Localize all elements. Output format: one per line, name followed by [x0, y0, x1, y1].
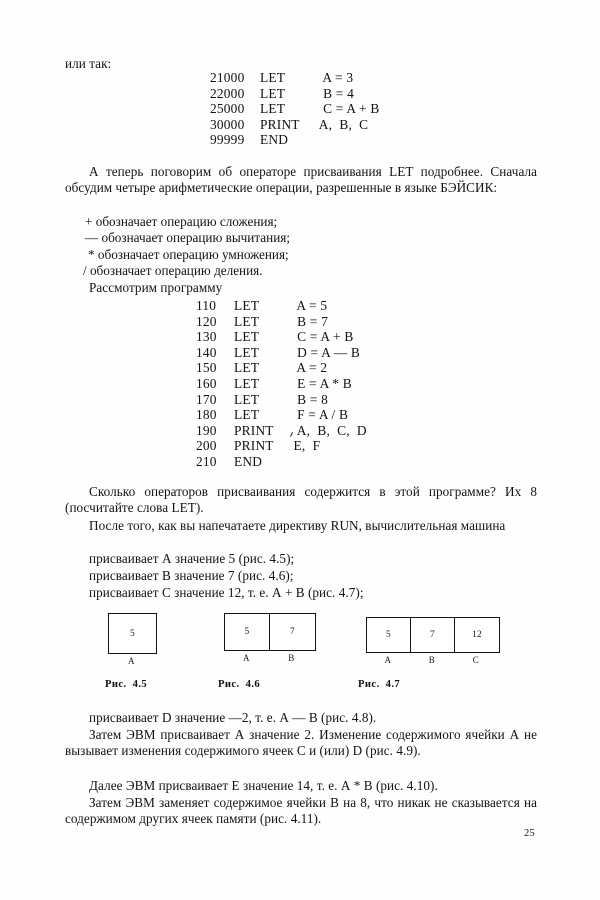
- code-expression: F = A / B: [290, 407, 349, 423]
- code-keyword: LET: [234, 407, 260, 423]
- program-listing-main: [196, 298, 367, 470]
- arithmetic-operator-line: * обозначает операцию умножения;: [88, 246, 289, 262]
- assign-d-block: [65, 710, 537, 726]
- code-line: [196, 376, 367, 392]
- memory-cell-label-row: [224, 653, 316, 663]
- code-keyword: LET: [234, 391, 260, 407]
- code-expression: E, F: [290, 438, 321, 454]
- code-line: [210, 86, 379, 102]
- code-keyword: LET: [234, 329, 260, 345]
- memory-cell-label: A: [243, 653, 250, 663]
- code-line-number: 180: [196, 407, 217, 423]
- assign-c-line: присваивает С значение 12, т. е. А + В (рис. 4.7);: [89, 585, 364, 600]
- code-keyword: PRINT: [260, 116, 300, 132]
- code-keyword: PRINT: [234, 438, 274, 454]
- program-listing-top: [210, 70, 379, 148]
- code-line: [210, 101, 379, 117]
- code-line-number: 110: [196, 298, 217, 313]
- code-keyword: LET: [260, 70, 286, 85]
- arithmetic-operator-line: / обозначает операцию деления.: [83, 263, 263, 279]
- code-expression: A, B, C, D: [294, 422, 367, 438]
- code-expression: B = 4: [316, 85, 354, 101]
- memory-cell: 7: [411, 618, 455, 652]
- after-run-block: [65, 518, 537, 534]
- assign-c-block: [65, 585, 537, 601]
- memory-figure-4-5: [108, 613, 157, 666]
- code-keyword: END: [234, 453, 263, 469]
- code-line-number: 140: [196, 344, 217, 360]
- intro-paragraph: А теперь поговорим об операторе присваивания LET подробнее. Сначала обсудим четыре арифметические операции, разрешенные в языке БЭЙСИК:: [65, 164, 537, 196]
- code-keyword: LET: [234, 360, 260, 376]
- memory-figure-4-7: [366, 617, 500, 665]
- memory-cell-label-row: [366, 655, 500, 665]
- code-expression: A = 3: [316, 70, 354, 85]
- memory-cell-row: [366, 617, 500, 653]
- then-a2-paragraph: Затем ЭВМ присваивает А значение 2. Изменение содержимого ячейки А не вызывает изменения содержимого ячеек С и (или) D (рис. 4.9).: [65, 727, 537, 759]
- then-b8-block: [65, 795, 537, 828]
- assign-b-line: присваивает В значение 7 (рис. 4.6);: [89, 568, 294, 583]
- memory-cell: 5: [225, 614, 270, 650]
- code-line-number: 25000: [210, 101, 245, 117]
- memory-cell-label: A: [128, 656, 135, 666]
- code-line: [196, 360, 367, 376]
- code-line: [196, 298, 367, 314]
- scan-artifact-mark: [290, 432, 294, 437]
- assign-d-line: присваивает D значение —2, т. е. А — В (рис. 4.8).: [89, 710, 377, 725]
- code-expression: E = A * B: [290, 375, 352, 391]
- code-keyword: LET: [260, 101, 286, 117]
- memory-cell: 7: [290, 627, 295, 637]
- memory-cell-label-row: [108, 656, 157, 666]
- code-line: [196, 423, 367, 439]
- code-keyword: END: [260, 132, 289, 148]
- code-line-number: 30000: [210, 116, 245, 132]
- memory-cell-label: A: [384, 655, 392, 665]
- code-line-number: 170: [196, 391, 217, 407]
- how-many-block: [65, 484, 537, 517]
- code-line: [210, 70, 379, 86]
- code-line-number: 200: [196, 438, 217, 454]
- assign-a-line: присваивает А значение 5 (рис. 4.5);: [89, 551, 295, 566]
- assign-b-block: [65, 568, 537, 584]
- memory-cell-row: [108, 613, 157, 654]
- code-expression: A, B, C: [316, 116, 369, 132]
- code-line-number: 120: [196, 313, 217, 329]
- consider-program-block: [65, 280, 537, 296]
- arithmetic-operator-line: — обозначает операцию вычитания;: [85, 230, 290, 246]
- code-line: [196, 407, 367, 423]
- memory-cell: 12: [472, 630, 482, 640]
- then-b8-paragraph: Затем ЭВМ заменяет содержимое ячейки В на 8, что никак не сказывается на содержимом других ячеек памяти (рис. 4.11).: [65, 795, 537, 827]
- memory-cell-row: [224, 613, 316, 651]
- code-line-number: 22000: [210, 85, 245, 101]
- then-a2-block: [65, 727, 537, 760]
- figure-caption-4-7: Рис. 4.7: [358, 679, 401, 690]
- code-line: [196, 454, 367, 470]
- how-many-paragraph: Сколько операторов присваивания содержится в этой программе? Их 8 (посчитайте слова LET).: [65, 484, 537, 516]
- figure-caption-4-5: Рис. 4.5: [105, 679, 148, 690]
- code-keyword: LET: [234, 313, 260, 329]
- code-keyword: LET: [260, 85, 286, 101]
- lead-in-text: или так:: [65, 56, 112, 71]
- code-line-number: 210: [196, 453, 217, 469]
- code-expression: B = 7: [290, 313, 328, 329]
- memory-cell-label: C: [472, 655, 480, 665]
- code-line: [196, 314, 367, 330]
- arithmetic-operators-list: [65, 214, 537, 280]
- code-keyword: LET: [234, 344, 260, 360]
- code-expression: B = 8: [290, 391, 328, 407]
- code-line-number: 21000: [210, 70, 245, 85]
- code-line: [196, 438, 367, 454]
- then-e-paragraph: Далее ЭВМ присваивает Е значение 14, т. е. А * В (рис. 4.10).: [89, 778, 438, 793]
- code-keyword: LET: [234, 375, 260, 391]
- code-expression: C = A + B: [316, 101, 380, 117]
- code-line-number: 190: [196, 422, 217, 438]
- memory-cell: 5: [130, 628, 135, 639]
- intro-paragraph-block: [65, 164, 537, 197]
- code-expression: D = A — B: [290, 344, 361, 360]
- arithmetic-operator-line: + обозначает операцию сложения;: [85, 214, 278, 229]
- code-keyword: PRINT: [234, 422, 274, 438]
- code-line: [196, 392, 367, 408]
- memory-cell-label: B: [288, 653, 295, 663]
- after-run-paragraph: После того, как вы напечатаете директиву RUN, вычислительная машина: [89, 518, 506, 533]
- memory-cell: 5: [367, 618, 411, 652]
- consider-program-text: Рассмотрим программу: [89, 280, 223, 295]
- code-expression: A = 5: [290, 298, 328, 313]
- code-line: [196, 329, 367, 345]
- code-line-number: 160: [196, 375, 217, 391]
- page-number: 25: [524, 828, 536, 839]
- memory-figure-4-6: [224, 613, 316, 663]
- code-line: [196, 345, 367, 361]
- figure-caption-4-6: Рис. 4.6: [218, 679, 261, 690]
- code-line-number: 130: [196, 329, 217, 345]
- then-e-block: [65, 778, 537, 794]
- assign-a-block: [65, 551, 537, 567]
- memory-cell-label: B: [428, 655, 436, 665]
- code-line: [210, 132, 379, 148]
- code-line-number: 150: [196, 360, 217, 376]
- code-line-number: 99999: [210, 132, 245, 148]
- code-line: [210, 117, 379, 133]
- code-keyword: LET: [234, 298, 260, 313]
- code-expression: C = A + B: [290, 329, 354, 345]
- code-expression: A = 2: [290, 360, 328, 376]
